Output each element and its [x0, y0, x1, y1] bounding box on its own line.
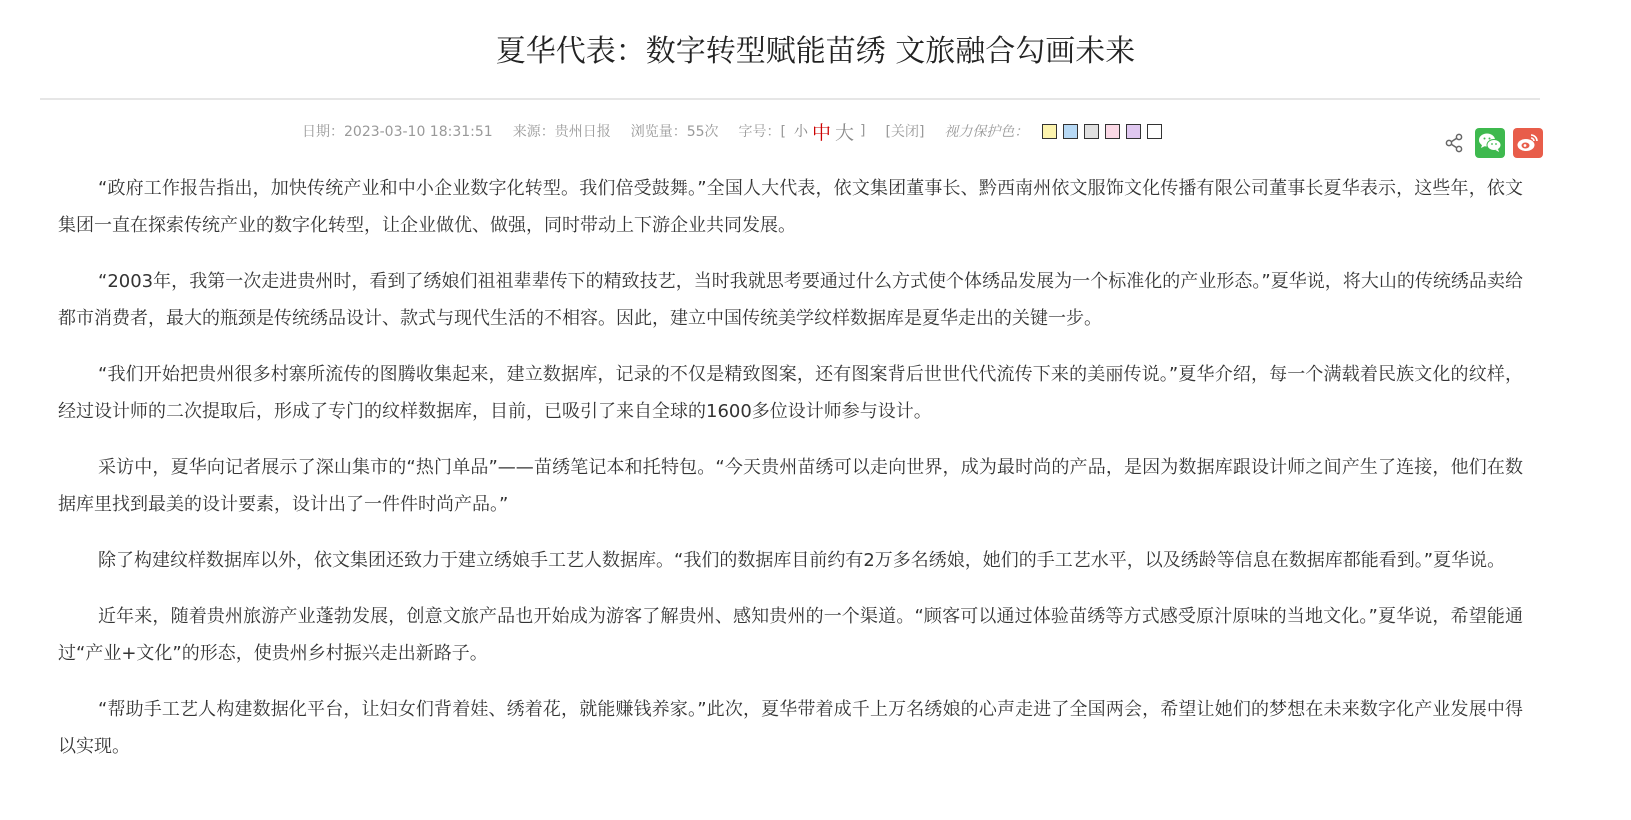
publish-date: 日期：2023-03-10 18:31:51	[302, 124, 493, 140]
font-size-medium-link[interactable]: 中	[812, 121, 832, 144]
font-size-large-link[interactable]: 大	[835, 121, 855, 144]
article-paragraph-7: “帮助手工艺人构建数据化平台，让妇女们背着娃、绣着花，就能赚钱养家。”此次，夏华带着成千上万名绣娘的心声走进了全国两会，希望让她们的梦想在未来数字化产业发展中得以实现。	[58, 699, 1523, 757]
title-divider	[40, 98, 1540, 100]
article-source: 来源：贵州日报	[512, 124, 611, 140]
article-body	[58, 170, 1523, 784]
share-bar	[1441, 128, 1543, 158]
article-meta	[302, 120, 1168, 142]
close-link[interactable]: [关闭]	[885, 124, 925, 140]
view-count: 浏览量：55次	[630, 124, 719, 140]
article-paragraph-5: 除了构建纹样数据库以外，依文集团还致力于建立绣娘手工艺人数据库。“我们的数据库目前约有2万多名绣娘，她们的手工艺水平，以及绣龄等信息在数据库都能看到。”夏华说。	[98, 550, 1506, 571]
vision-color-swatch-purple[interactable]	[1126, 124, 1141, 139]
wechat-icon[interactable]	[1475, 128, 1505, 158]
article-paragraph-4: 采访中，夏华向记者展示了深山集市的“热门单品”——苗绣笔记本和托特包。“今天贵州苗绣可以走向世界，成为最时尚的产品，是因为数据库跟设计师之间产生了连接，他们在数据库里找到最美的设计要素，设计出了一件件时尚产品。”	[58, 457, 1523, 515]
article-paragraph-6: 近年来，随着贵州旅游产业蓬勃发展，创意文旅产品也开始成为游客了解贵州、感知贵州的一个渠道。“顾客可以通过体验苗绣等方式感受原汁原味的当地文化。”夏华说，希望能通过“产业+文化”的形态，使贵州乡村振兴走出新路子。	[58, 606, 1523, 664]
vision-color-swatch-blue[interactable]	[1063, 124, 1078, 139]
article-title: 夏华代表：数字转型赋能苗绣 文旅融合勾画未来	[495, 34, 1136, 69]
vision-color-swatch-yellow[interactable]	[1042, 124, 1057, 139]
weibo-icon[interactable]	[1513, 128, 1543, 158]
vision-color-swatches	[1042, 124, 1168, 139]
font-size-label: 字号：[	[738, 124, 786, 140]
font-size-small-link[interactable]: 小	[794, 124, 808, 140]
share-icon[interactable]	[1441, 130, 1467, 156]
article-paragraph-1: “政府工作报告指出，加快传统产业和中小企业数字化转型。我们倍受鼓舞。”全国人大代表，依文集团董事长、黔西南州依文服饰文化传播有限公司董事长夏华表示，这些年，依文集团一直在探索传统产业的数字化转型，让企业做优、做强，同时带动上下游企业共同发展。	[58, 178, 1523, 236]
article-paragraph-2: “2003年，我第一次走进贵州时，看到了绣娘们祖祖辈辈传下的精致技艺，当时我就思考要通过什么方式使个体绣品发展为一个标准化的产业形态。”夏华说，将大山的传统绣品卖给都市消费者，最大的瓶颈是传统绣品设计、款式与现代生活的不相容。因此，建立中国传统美学纹样数据库是夏华走出的关键一步。	[58, 271, 1523, 329]
vision-color-swatch-pink[interactable]	[1105, 124, 1120, 139]
article-paragraph-3: “我们开始把贵州很多村寨所流传的图腾收集起来，建立数据库，记录的不仅是精致图案，还有图案背后世世代代流传下来的美丽传说。”夏华介绍，每一个满载着民族文化的纹样，经过设计师的二次提取后，形成了专门的纹样数据库，目前，已吸引了来自全球的1600多位设计师参与设计。	[58, 364, 1523, 422]
vision-color-swatch-gray[interactable]	[1084, 124, 1099, 139]
vision-color-swatch-white[interactable]	[1147, 124, 1162, 139]
vision-protect-label: 视力保护色：	[944, 124, 1029, 140]
font-size-bracket-close: ]	[860, 123, 866, 139]
